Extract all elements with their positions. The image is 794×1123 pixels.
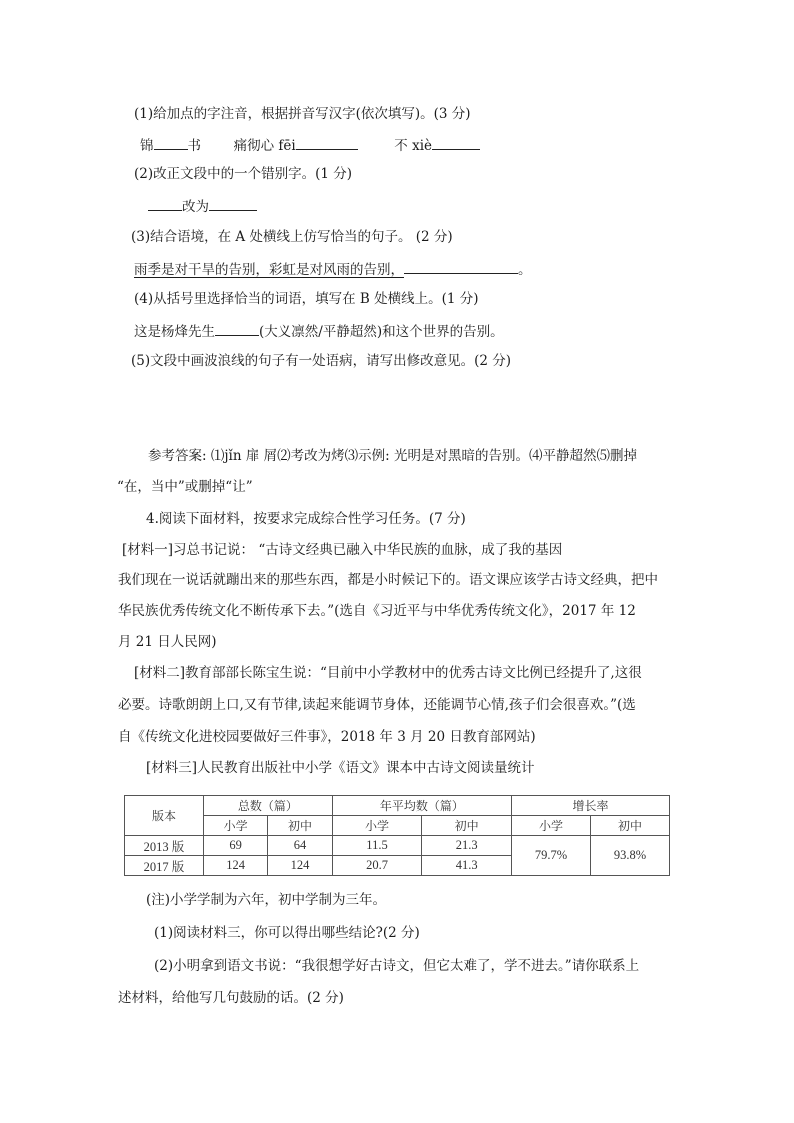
blank-1[interactable] bbox=[154, 135, 188, 150]
q3-item-3-sentence bbox=[134, 259, 532, 280]
q3-item-5: (5)文段中画波浪线的句子有一处语病，请写出修改意见。(2 分) bbox=[131, 353, 512, 369]
growth-middle-cell: 93.8% bbox=[591, 836, 670, 876]
table-row bbox=[125, 836, 670, 856]
header-middle: 初中 bbox=[422, 816, 512, 836]
material-1-line-3: 华民族优秀传统文化不断传承下去。”(选自《习近平与中华优秀传统文化》，2017 年 12 bbox=[118, 603, 636, 619]
avg-middle-cell: 21.3 bbox=[422, 836, 512, 856]
q3-item-4-sentence bbox=[134, 321, 504, 342]
blank-4[interactable] bbox=[148, 196, 182, 211]
total-primary-cell: 124 bbox=[204, 856, 268, 876]
total-middle-cell: 64 bbox=[268, 836, 332, 856]
q3-item-2: (2)改正文段中的一个错别字。(1 分) bbox=[134, 166, 353, 182]
q3-item-4: (4)从括号里选择恰当的词语，填写在 B 处横线上。(1 分) bbox=[134, 291, 479, 307]
blank-5[interactable] bbox=[209, 196, 257, 211]
material-1-line-2: 我们现在一说话就蹦出来的那些东西，都是小时候记下的。语文课应该学古诗文经典，把中 bbox=[118, 572, 658, 588]
fix-label: 改为 bbox=[182, 199, 209, 215]
header-middle: 初中 bbox=[591, 816, 670, 836]
material-2-line-3: 自《传统文化进校园要做好三件事》，2018 年 3 月 20 日教育部网站) bbox=[118, 729, 536, 745]
sentence-part-a: 这是杨烽先生 bbox=[134, 324, 215, 340]
header-growth: 增长率 bbox=[512, 796, 670, 816]
word-shu: 书 bbox=[187, 138, 201, 154]
material-3-title: [材料三]人民教育出版社中小学《语文》课本中古诗文阅读量统计 bbox=[146, 760, 535, 776]
q4-sub-2-line-1: (2)小明拿到语文书说：“我很想学好古诗文，但它太难了，学不进去。”请你联系上 bbox=[154, 958, 640, 974]
q4-sub-1: (1)阅读材料三，你可以得出哪些结论?(2 分) bbox=[154, 925, 420, 941]
word-fei: 痛彻心 fēi bbox=[233, 138, 296, 154]
material-1-line-4: 月 21 日人民网) bbox=[118, 634, 217, 650]
q3-item-1-blanks bbox=[140, 135, 480, 156]
blank-6[interactable] bbox=[404, 259, 518, 274]
q3-item-1: (1)给加点的字注音，根据拼音写汉字(依次填写)。(3 分) bbox=[134, 106, 471, 122]
reading-stats-table bbox=[124, 795, 670, 876]
header-total: 总数（篇） bbox=[204, 796, 333, 816]
avg-primary-cell: 20.7 bbox=[332, 856, 422, 876]
header-primary: 小学 bbox=[204, 816, 268, 836]
total-middle-cell: 124 bbox=[268, 856, 332, 876]
material-1-line-1: [材料一]习总书记说： “古诗文经典已融入中华民族的血脉，成了我的基因 bbox=[122, 542, 563, 558]
word-xie: 不 xiè bbox=[394, 138, 433, 154]
header-primary: 小学 bbox=[512, 816, 591, 836]
header-primary: 小学 bbox=[332, 816, 422, 836]
version-cell: 2013 版 bbox=[125, 836, 204, 856]
growth-primary-cell: 79.7% bbox=[512, 836, 591, 876]
blank-3[interactable] bbox=[432, 135, 480, 150]
q4-sub-2-line-2: 述材料，给他写几句鼓励的话。(2 分) bbox=[118, 990, 344, 1006]
blank-7[interactable] bbox=[215, 321, 259, 336]
period: 。 bbox=[518, 262, 532, 278]
answer-line-1: 参考答案: ⑴jǐn 扉 屑⑵考改为烤⑶示例: 光明是对黑暗的告别。⑷平静超然⑸删掉 bbox=[148, 448, 637, 464]
material-2-line-2: 必要。诗歌朗朗上口,又有节律,读起来能调节身体，还能调节心情,孩子们会很喜欢。”(选 bbox=[118, 697, 636, 713]
word-jin: 锦 bbox=[140, 138, 154, 154]
table-note: (注)小学学制为六年，初中学制为三年。 bbox=[146, 892, 387, 908]
total-primary-cell: 69 bbox=[204, 836, 268, 856]
header-version: 版本 bbox=[125, 796, 204, 836]
material-2-line-1: [材料二]教育部部长陈宝生说：“目前中小学教材中的优秀古诗文比例已经提升了,这很 bbox=[134, 665, 642, 681]
q4-title: 4.阅读下面材料，按要求完成综合性学习任务。(7 分) bbox=[146, 511, 466, 527]
q3-item-3: (3)结合语境，在 A 处横线上仿写恰当的句子。 (2 分) bbox=[131, 229, 453, 245]
header-average: 年平均数（篇） bbox=[332, 796, 511, 816]
blank-2[interactable] bbox=[296, 135, 358, 150]
q3-item-2-answer bbox=[148, 196, 257, 217]
header-middle: 初中 bbox=[268, 816, 332, 836]
answer-line-2: “在，当中”或删掉“让” bbox=[117, 479, 253, 495]
avg-middle-cell: 41.3 bbox=[422, 856, 512, 876]
avg-primary-cell: 11.5 bbox=[332, 836, 422, 856]
model-sentence: 雨季是对干旱的告别，彩虹是对风雨的告别， bbox=[134, 262, 404, 278]
version-cell: 2017 版 bbox=[125, 856, 204, 876]
sentence-part-b: (大义凛然/平静超然)和这个世界的告别。 bbox=[259, 324, 504, 340]
